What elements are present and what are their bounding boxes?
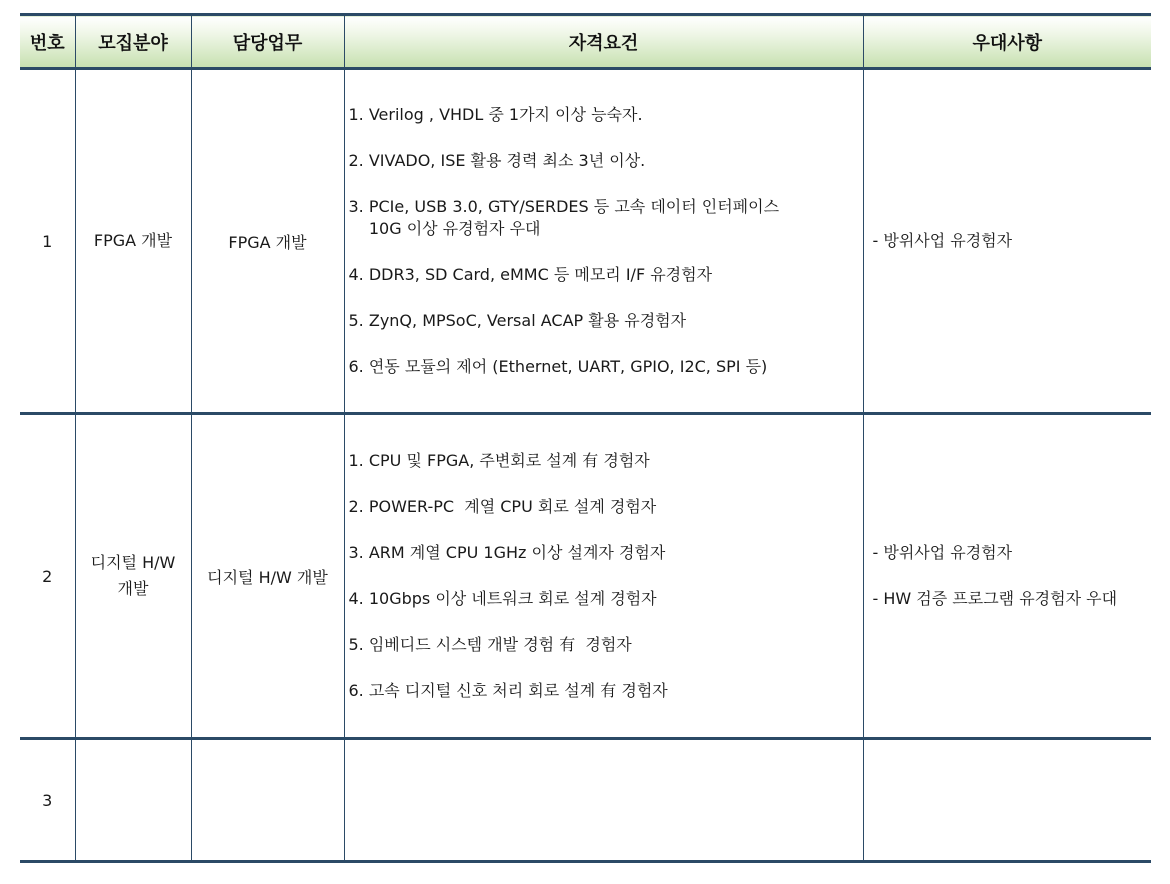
header-field: 모집분야 [75, 15, 191, 69]
row-requirements [344, 69, 863, 414]
requirement-item: 5. ZynQ, MPSoC, Versal ACAP 활용 유경험자 [348, 311, 687, 330]
row-field [75, 414, 191, 739]
table-row [20, 69, 1151, 414]
row-field [75, 739, 191, 862]
header-preferences: 우대사항 [863, 15, 1151, 69]
row-duty: FPGA 개발 [191, 69, 344, 414]
requirement-item: 2. POWER-PC 계열 CPU 회로 설계 경험자 [348, 497, 657, 516]
preference-item: - HW 검증 프로그램 유경험자 우대 [872, 589, 1118, 608]
row-preferences [863, 414, 1151, 739]
row-field [75, 69, 191, 414]
row-requirements [344, 414, 863, 739]
job-openings-table [20, 13, 1151, 863]
requirement-item: 3. ARM 계열 CPU 1GHz 이상 설계자 경험자 [348, 543, 666, 562]
row-number: 1 [20, 69, 75, 414]
requirement-item: 3. PCIe, USB 3.0, GTY/SERDES 등 고속 데이터 인터페이스 10G 이상 유경험자 우대 [348, 197, 780, 238]
requirement-item: 4. DDR3, SD Card, eMMC 등 메모리 I/F 유경험자 [348, 265, 713, 284]
requirement-item: 1. Verilog , VHDL 중 1가지 이상 능숙자. [348, 105, 643, 124]
row-number: 3 [20, 739, 75, 862]
header-row [20, 15, 1151, 69]
requirement-item: 2. VIVADO, ISE 활용 경력 최소 3년 이상. [348, 151, 646, 170]
requirement-item: 6. 고속 디지털 신호 처리 회로 설계 有 경험자 [348, 681, 668, 700]
header-number: 번호 [20, 15, 75, 69]
row-requirements [344, 739, 863, 862]
row-preferences [863, 739, 1151, 862]
requirement-item: 6. 연동 모듈의 제어 (Ethernet, UART, GPIO, I2C, SPI 등) [348, 357, 768, 376]
table-row [20, 739, 1151, 862]
header-duty: 담당업무 [191, 15, 344, 69]
preference-item: - 방위사업 유경험자 [872, 231, 1013, 250]
requirement-item: 1. CPU 및 FPGA, 주변회로 설계 有 경험자 [348, 451, 650, 470]
header-requirements: 자격요건 [344, 15, 863, 69]
requirement-item: 5. 임베디드 시스템 개발 경험 有 경험자 [348, 635, 632, 654]
row-duty [191, 739, 344, 862]
table-row [20, 414, 1151, 739]
preference-item: - 방위사업 유경험자 [872, 543, 1013, 562]
row-duty: 디지털 H/W 개발 [191, 414, 344, 739]
field-text: 디지털 H/W 개발 [90, 553, 176, 598]
row-preferences [863, 69, 1151, 414]
row-number: 2 [20, 414, 75, 739]
requirement-item: 4. 10Gbps 이상 네트워크 회로 설계 경험자 [348, 589, 657, 608]
field-text: FPGA 개발 [93, 231, 173, 250]
